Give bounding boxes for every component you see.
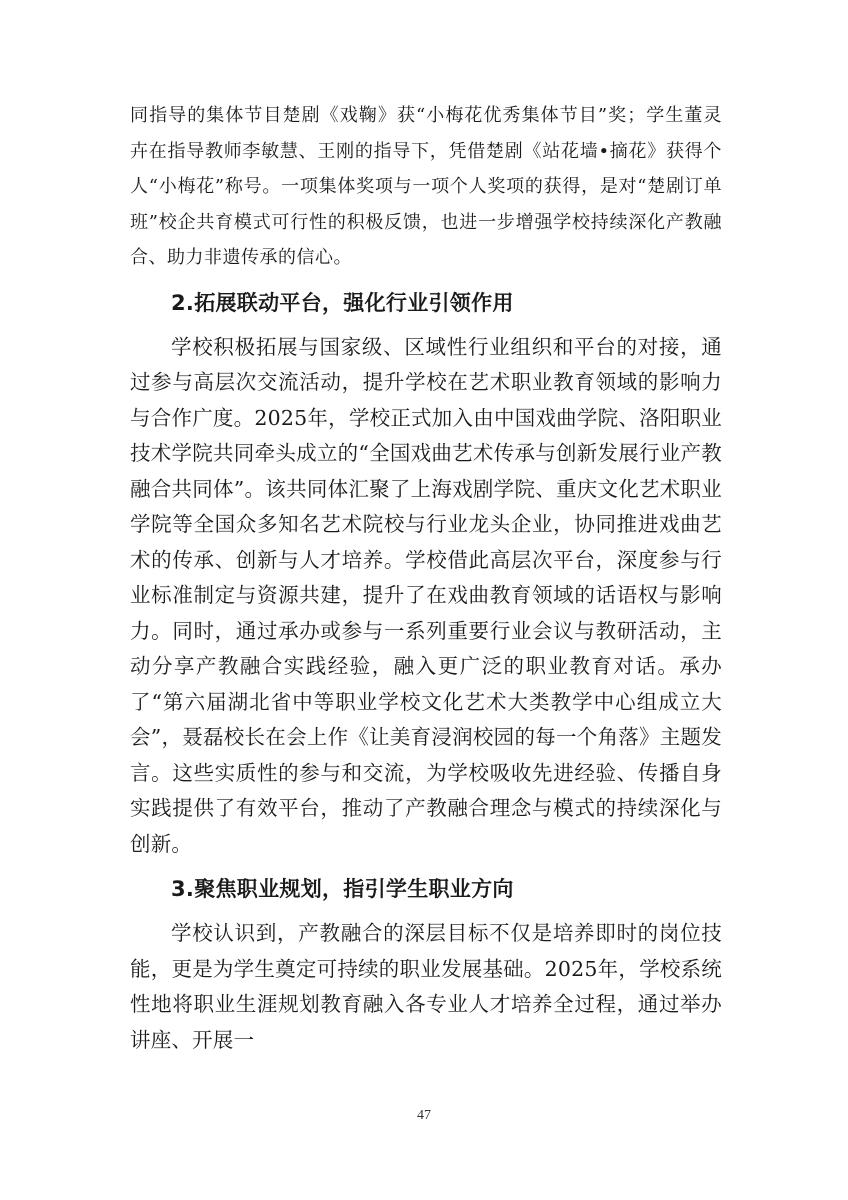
- page-content: [130, 98, 722, 1058]
- section-heading-2: 2.拓展联动平台，强化行业引领作用: [171, 290, 514, 315]
- section-heading-3: 3.聚焦职业规划，指引学生职业方向: [171, 877, 514, 901]
- paragraph-continuation: 同指导的集体节目楚剧《戏鞠》获“小梅花优秀集体节目”奖；学生董灵卉在指导教师李敏慧、王刚的指导下，凭借楚剧《站花墙•摘花》获得个人“小梅花”称号。一项集体奖项与一项个人奖项的获得，是对“楚剧订单班”校企共育模式可行性的积极反馈，也进一步增强学校持续深化产教融合、助力非遗传承的信心。: [130, 105, 722, 268]
- paragraph-career-planning: 学校认识到，产教融合的深层目标不仅是培养即时的岗位技能，更是为学生奠定可持续的职业发展基础。2025年，学校系统性地将职业生涯规划教育融入各专业人才培养全过程，通过举办讲座、开展一: [130, 921, 722, 1052]
- page-number: 47: [417, 1108, 431, 1123]
- paragraph-platform: 学校积极拓展与国家级、区域性行业组织和平台的对接，通过参与高层次交流活动，提升学校在艺术职业教育领域的影响力与合作广度。2025年，学校正式加入由中国戏曲学院、洛阳职业技术学院共同牵头成立的“全国戏曲艺术传承与创新发展行业产教融合共同体”。该共同体汇聚了上海戏剧学院、重庆文化艺术职业学院等全国众多知名艺术院校与行业龙头企业，协同推进戏曲艺术的传承、创新与人才培养。学校借此高层次平台，深度参与行业标准制定与资源共建，提升了在戏曲教育领域的话语权与影响力。同时，通过承办或参与一系列重要行业会议与教研活动，主动分享产教融合实践经验，融入更广泛的职业教育对话。承办了“第六届湖北省中等职业学校文化艺术大类教学中心组成立大会”，聂磊校长在会上作《让美育浸润校园的每一个角落》主题发言。这些实质性的参与和交流，为学校吸收先进经验、传播自身实践提供了有效平台，推动了产教融合理念与模式的持续深化与创新。: [130, 334, 722, 856]
